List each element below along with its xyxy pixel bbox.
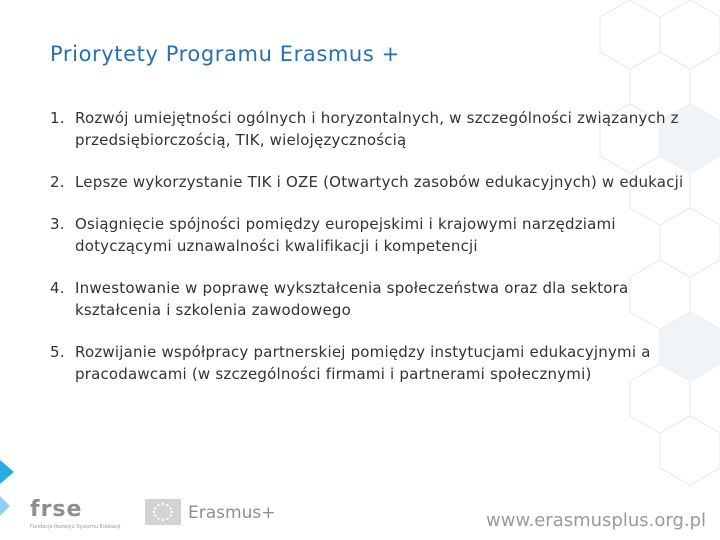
item-number: 3. xyxy=(50,215,65,233)
eu-flag-icon xyxy=(145,499,181,525)
frse-logo-mark: frse xyxy=(30,497,83,522)
priority-list xyxy=(50,107,710,405)
frse-logo-subtitle: Fundacja Rozwoju Systemu Edukacji xyxy=(30,524,121,530)
item-text: Lepsze wykorzystanie TIK i OZE (Otwartych zasobów edukacyjnych) w edukacji xyxy=(75,173,684,191)
list-item xyxy=(50,171,710,193)
item-number: 4. xyxy=(50,279,65,297)
list-item xyxy=(50,107,710,151)
list-item xyxy=(50,213,710,257)
item-number: 5. xyxy=(50,343,65,361)
item-text: Osiągnięcie spójności pomiędzy europejskimi i krajowymi narzędziami dotyczącymi uznawalności kwalifikacji i kompetencji xyxy=(75,215,616,255)
slide-title: Priorytety Programu Erasmus + xyxy=(50,42,400,66)
website-url: www.erasmusplus.org.pl xyxy=(486,510,707,531)
item-number: 2. xyxy=(50,173,65,191)
item-number: 1. xyxy=(50,109,65,127)
list-item xyxy=(50,341,710,385)
item-text: Rozwój umiejętności ogólnych i horyzontalnych, w szczególności związanych z przedsiębiorczością, TIK, wielojęzycznością xyxy=(75,109,679,149)
erasmus-plus-logo: Erasmus+ xyxy=(188,503,276,523)
list-item xyxy=(50,277,710,321)
left-accent-shape xyxy=(0,440,22,540)
frse-logo xyxy=(30,497,140,537)
item-text: Inwestowanie w poprawę wykształcenia społeczeństwa oraz dla sektora kształcenia i szkolenia zawodowego xyxy=(75,279,629,319)
item-text: Rozwijanie współpracy partnerskiej pomiędzy instytucjami edukacyjnymi a pracodawcami (w szczególności firmami i partnerami społecznymi) xyxy=(75,343,651,383)
